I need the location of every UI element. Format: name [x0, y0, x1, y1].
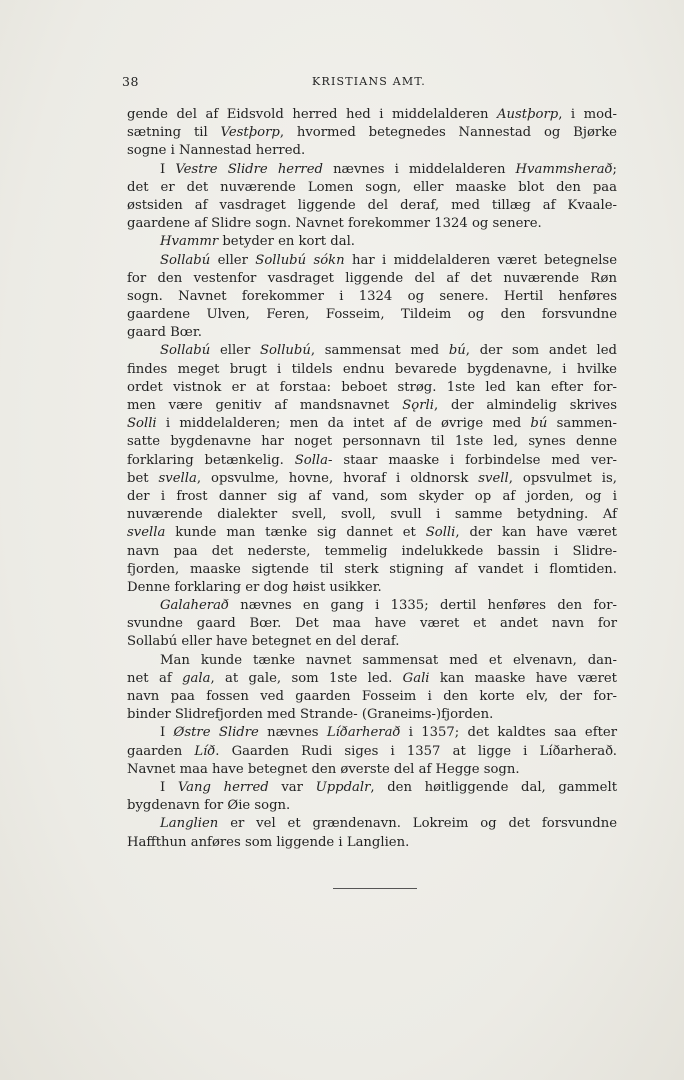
italic-term: bú [530, 416, 548, 432]
italic-term: bú [448, 343, 466, 359]
text-segment: gaarden [127, 743, 195, 759]
text-line [127, 652, 617, 670]
text-segment: sammen- [547, 416, 617, 432]
italic-term: Austþorp [497, 107, 559, 122]
text-line [127, 743, 617, 761]
text-line [127, 815, 617, 833]
italic-term: Solli [425, 525, 456, 541]
end-rule [333, 888, 417, 889]
text-line [127, 106, 617, 124]
text-segment: navn paa det nederste, temmelig indelukkede bassin i Slidre- [127, 543, 617, 559]
text-segment: bet [127, 470, 159, 486]
italic-term: Hvammsherað [515, 161, 613, 177]
text-line [127, 724, 617, 742]
text-segment: satte bygdenavne har noget personnavn til 1ste led, synes denne [127, 434, 617, 450]
text-segment: har i middelalderen været betegnelse [344, 252, 617, 268]
text-segment: eller [210, 252, 256, 268]
text-segment: fjorden, maaske sigtende til sterk stigning af vandet i flomtiden. [127, 561, 617, 577]
italic-term: svell [478, 470, 509, 486]
text-line [127, 561, 617, 579]
italic-term: Sollubú sókn [255, 252, 345, 268]
text-segment: , at gale, som 1ste led. [210, 670, 403, 686]
text-line [127, 433, 617, 451]
text-line [127, 161, 617, 179]
text-line [127, 142, 617, 160]
italic-term: Sǫrli [402, 398, 434, 413]
text-segment: navn paa fossen ved gaarden Fosseim i den korte elv, der for- [127, 689, 617, 704]
text-segment: , der almindelig skrives [433, 398, 617, 413]
text-line [127, 543, 617, 561]
text-line [127, 397, 617, 415]
italic-term: svella [158, 470, 197, 486]
text-segment: gaard Bœr. [127, 325, 202, 341]
italic-term: Sollubú [260, 343, 311, 359]
text-line [127, 470, 617, 488]
text-segment: men være genitiv af mandsnavnet [127, 398, 403, 413]
text-line [127, 779, 617, 797]
text-segment: sogn. Navnet forekommer i 1324 og senere. Hertil henføres [127, 288, 617, 304]
italic-term: Vestre Slidre herred [175, 161, 323, 177]
text-segment: Man kunde tænke navnet sammensat med et elvenavn, dan- [160, 652, 617, 668]
text-segment: var [268, 779, 316, 795]
text-segment: der i frost danner sig af vand, som skyder op af jorden, og i [127, 488, 617, 504]
text-segment: , opsvulmet is, [508, 470, 617, 486]
text-segment: Haffthun anføres som liggende i Langlien. [127, 834, 410, 850]
text-segment: , opsvulme, hovne, hvoraf i oldnorsk [196, 470, 479, 486]
text-segment: , sammensat med [310, 343, 449, 359]
text-line [127, 252, 617, 270]
italic-term: Uppdalr [315, 779, 371, 795]
text-segment: nævnes [258, 725, 327, 741]
italic-term: Østre Slidre [173, 725, 259, 741]
text-line [127, 761, 617, 779]
text-line [127, 506, 617, 524]
italic-term: Líðarherað [326, 725, 401, 741]
text-segment: bygdenavn for Øie sogn. [127, 798, 291, 814]
italic-term: svella [127, 525, 166, 541]
text-segment: sætning til [127, 125, 221, 141]
page-number: 38 [122, 74, 139, 89]
text-segment: sogne i Nannestad herred. [127, 143, 306, 159]
text-line [127, 306, 617, 324]
text-line [127, 361, 617, 379]
text-segment: , der kan have været [455, 525, 617, 541]
body-text [127, 106, 617, 852]
text-segment: kan maaske have været [429, 670, 617, 686]
italic-term: Vestþorp [220, 125, 280, 141]
text-segment: binder Slidrefjorden med Strande- (Graneims-)fjorden. [127, 707, 494, 723]
text-line [127, 415, 617, 433]
text-segment: ; [612, 161, 617, 177]
text-segment: , den høitliggende dal, gammelt [370, 779, 617, 795]
page-header [122, 74, 616, 92]
text-line [127, 288, 617, 306]
running-title: KRISTIANS AMT. [312, 75, 426, 88]
text-line [127, 488, 617, 506]
text-line [127, 179, 617, 197]
text-segment: I [160, 725, 174, 741]
text-segment: i 1357; det kaldtes saa efter [400, 725, 618, 741]
text-segment: Denne forklaring er dog høist usikker. [127, 579, 382, 595]
text-segment: nuværende dialekter svell, svoll, svull i samme betydning. Af [127, 507, 617, 523]
italic-term: Líð [194, 743, 216, 759]
italic-term: Galaherað [160, 598, 229, 614]
text-line [127, 324, 617, 342]
text-line [127, 615, 617, 633]
italic-term: Solla- [294, 452, 333, 468]
text-segment: nævnes i middelalderen [322, 161, 516, 177]
text-segment: , hvormed betegnedes Nannestad og Bjørke [279, 125, 617, 141]
italic-term: gala [182, 670, 211, 686]
italic-term: Langlien [160, 816, 219, 832]
text-segment: , i mod- [558, 107, 617, 122]
italic-term: Sollabú [160, 252, 211, 268]
italic-term: Hvammr [160, 234, 219, 250]
text-segment: betyder en kort dal. [218, 234, 355, 250]
text-segment: i middelalderen; men da intet af de øvrige med [156, 416, 531, 432]
text-segment: . Gaarden Rudi siges i 1357 at ligge i Líðarherað. [215, 743, 618, 759]
text-line [127, 633, 617, 651]
text-segment: nævnes en gang i 1335; dertil henføres den for- [228, 598, 617, 614]
text-line [127, 670, 617, 688]
text-line [127, 270, 617, 288]
text-segment: I [160, 161, 176, 177]
text-line [127, 342, 617, 360]
text-segment: gende del af Eidsvold herred hed i middelalderen [127, 107, 498, 122]
text-line [127, 797, 617, 815]
text-line [127, 233, 617, 251]
text-line [127, 706, 617, 724]
text-segment: forklaring betænkelig. [127, 452, 295, 468]
text-segment: net af [127, 670, 183, 686]
text-segment: for den vestenfor vasdraget liggende del af det nuværende Røn [127, 270, 617, 286]
text-segment: I [160, 779, 178, 795]
text-segment: svundne gaard Bœr. Det maa have været et andet navn for [127, 616, 617, 632]
text-line [127, 597, 617, 615]
text-segment: findes meget brugt i tildels endnu bevarede bygdenavne, i hvilke [127, 361, 617, 377]
text-segment: eller [210, 343, 261, 359]
italic-term: Gali [402, 670, 430, 686]
text-segment: er vel et grændenavn. Lokreim og det forsvundne [218, 816, 617, 832]
text-segment: gaardene af Slidre sogn. Navnet forekommer 1324 og senere. [127, 216, 542, 232]
text-line [127, 379, 617, 397]
text-segment: Sollabú eller have betegnet en del deraf. [127, 634, 400, 650]
italic-term: Sollabú [160, 343, 211, 359]
text-segment: staar maaske i forbindelse med ver- [332, 452, 617, 468]
text-segment: det er det nuværende Lomen sogn, eller maaske blot den paa [127, 179, 617, 195]
text-segment: ordet vistnok er at forstaa: beboet strøg. 1ste led kan efter for- [127, 379, 617, 395]
italic-term: Solli [127, 416, 157, 432]
text-segment: , der som andet led [465, 343, 617, 359]
text-line [127, 215, 617, 233]
text-segment: Navnet maa have betegnet den øverste del af Hegge sogn. [127, 761, 520, 777]
italic-term: Vang herred [177, 779, 269, 795]
text-line [127, 197, 617, 215]
text-line [127, 452, 617, 470]
text-line [127, 834, 617, 852]
text-line [127, 524, 617, 542]
text-line [127, 579, 617, 597]
text-line [127, 688, 617, 706]
text-line [127, 124, 617, 142]
text-segment: kunde man tænke sig dannet et [165, 525, 426, 541]
text-segment: gaardene Ulven, Feren, Fosseim, Tildeim og den forsvundne [127, 307, 617, 323]
text-segment: østsiden af vasdraget liggende del deraf, med tillæg af Kvaale- [127, 197, 617, 213]
